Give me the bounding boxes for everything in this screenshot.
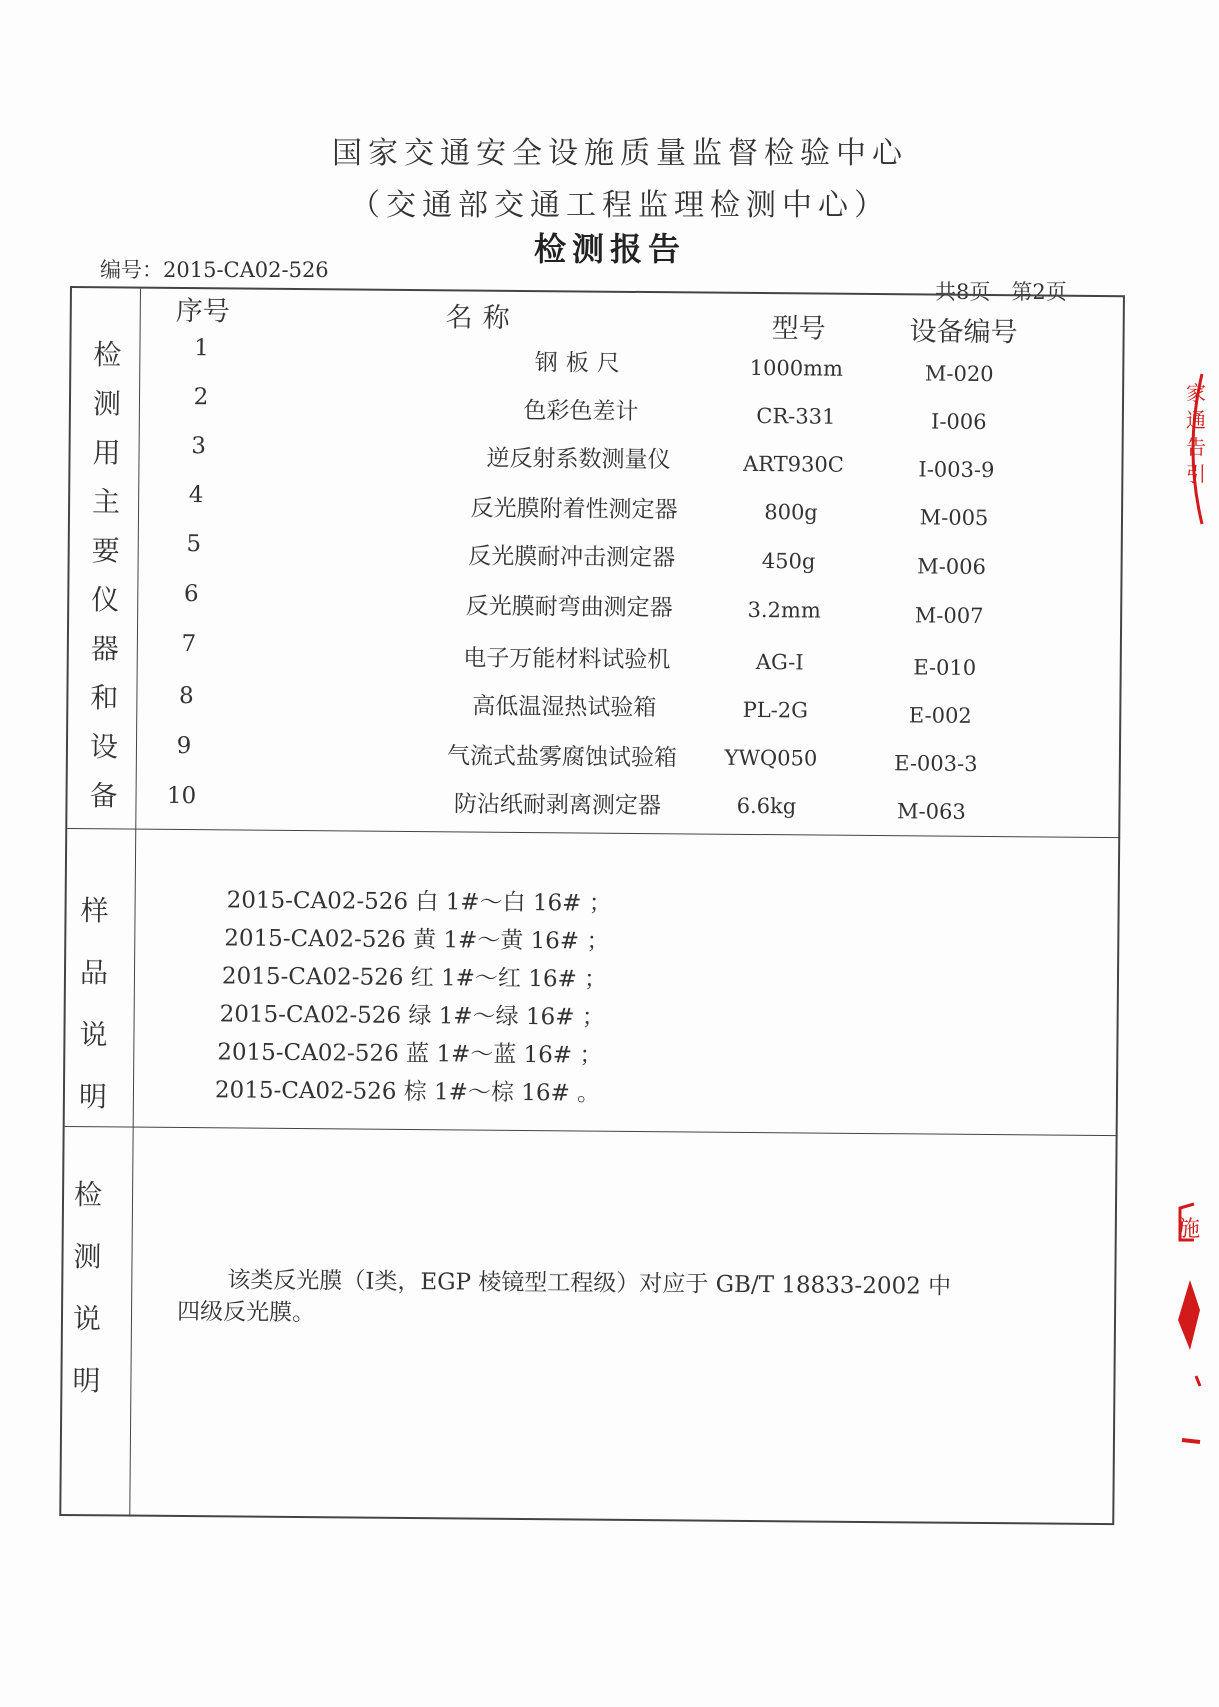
test-conclusion-line1: 该类反光膜（Ⅰ类，EGP 棱镜型工程级）对应于 GB/T 18833-2002 中 (227, 1267, 952, 1300)
section-divider-equipment (67, 828, 1120, 838)
sample-line: 2015-CA02-526 蓝 1#～蓝 16# ； (217, 1039, 603, 1069)
row-name: 钢板尺 (534, 350, 628, 377)
sample-line: 2015-CA02-526 绿 1#～绿 16# ； (219, 1001, 605, 1031)
test-conclusion (177, 1264, 1078, 1336)
row-model: PL-2G (742, 697, 809, 723)
row-name: 防沾纸耐剥离测定器 (453, 791, 662, 820)
seal-stamp-fragment-lower (1166, 1200, 1206, 1460)
row-model: 3.2mm (747, 597, 821, 623)
row-seq: 10 (166, 782, 197, 810)
column-header-model: 型号 (771, 313, 826, 345)
row-seq: 7 (181, 630, 197, 658)
row-code: I-003-9 (918, 457, 995, 483)
row-code: M-007 (914, 603, 984, 628)
test-notes-section-label: 检 测 说 明 (72, 1178, 103, 1398)
row-name: 逆反射系数测量仪 (486, 445, 671, 474)
row-code: E-003-3 (894, 751, 978, 776)
row-name: 色彩色差计 (523, 397, 639, 425)
sample-line: 2015-CA02-526 红 1#～红 16# ； (221, 963, 608, 993)
row-name: 高低温湿热试验箱 (472, 693, 657, 722)
organization-subtitle: （交通部交通工程监理检测中心） (350, 188, 890, 223)
row-seq: 8 (178, 682, 194, 710)
seal-arc-icon (1182, 372, 1206, 527)
report-table (59, 286, 1125, 1525)
column-header-name: 名称 (445, 302, 520, 334)
row-model: AG-I (755, 650, 804, 675)
row-seq: 3 (191, 433, 207, 460)
seal-text: 施 (1178, 1217, 1201, 1242)
sample-line: 2015-CA02-526 黄 1#～黄 16# ； (224, 925, 610, 955)
sample-line: 2015-CA02-526 白 1#～白 16# ； (226, 887, 612, 917)
row-code: M-006 (917, 554, 987, 580)
row-seq: 4 (188, 482, 204, 509)
row-seq: 9 (176, 732, 192, 760)
row-model: 800g (764, 500, 818, 525)
seal-text: 家通告引 (1186, 381, 1206, 486)
row-code: E-010 (913, 655, 977, 680)
label-column-divider (129, 289, 141, 1517)
report-title: 检测报告 (533, 230, 686, 268)
section-divider-samples (65, 1126, 1118, 1136)
samples-section-label: 样 品 说 明 (78, 894, 109, 1114)
row-name: 反光膜耐冲击测定器 (468, 543, 676, 572)
row-model: 1000mm (749, 355, 844, 381)
test-conclusion-line2: 四级反光膜。 (176, 1298, 316, 1327)
row-model: 450g (761, 549, 816, 574)
seal-stamp-fragment (1186, 380, 1208, 488)
row-model: YWQ050 (724, 745, 818, 771)
organization-name: 国家交通安全设施质量监督检验中心 (332, 136, 908, 171)
row-code: E-002 (908, 703, 972, 728)
report-number: 编号：2015-CA02-526 (100, 258, 329, 282)
row-name: 反光膜附着性测定器 (470, 495, 678, 524)
row-code: M-063 (896, 799, 966, 824)
column-header-seq: 序号 (175, 295, 230, 328)
equipment-section-label: 检 测 用 主 要 仪 器 和 设 备 (89, 338, 122, 813)
row-seq: 2 (193, 384, 209, 411)
row-seq: 1 (194, 335, 209, 362)
row-model: 6.6kg (736, 793, 797, 819)
column-header-code: 设备编号 (909, 316, 1018, 349)
row-name: 电子万能材料试验机 (463, 645, 671, 674)
row-code: M-005 (919, 505, 989, 531)
row-code: I-006 (930, 409, 987, 435)
row-seq: 5 (186, 531, 202, 558)
sample-line: 2015-CA02-526 棕 1#～棕 16# 。 (214, 1077, 601, 1107)
row-name: 气流式盐雾腐蚀试验箱 (446, 743, 678, 772)
row-seq: 6 (183, 581, 199, 608)
row-code: M-020 (924, 361, 994, 387)
page-count: 共8页 第2页 (935, 280, 1067, 304)
row-name: 反光膜耐弯曲测定器 (465, 593, 673, 622)
row-model: ART930C (742, 451, 844, 477)
row-model: CR-331 (756, 403, 836, 429)
